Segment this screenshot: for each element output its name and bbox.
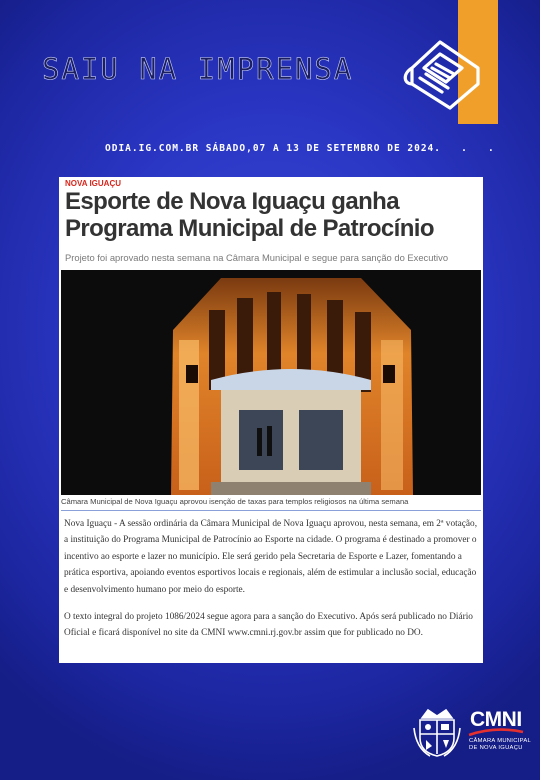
photo-caption: Câmara Municipal de Nova Iguaçu aprovou isenção de taxas para templos religiosos na última semana	[61, 497, 409, 506]
article-paragraph: O texto integral do projeto 1086/2024 segue agora para a sanção do Executivo. Após será publicado no Diário Oficial e ficará disponível no site da CMNI www.cmni.rj.gov.br assim que for publicado no DO.	[64, 612, 473, 639]
caption-divider	[61, 510, 481, 511]
building-night-photo	[61, 270, 481, 495]
article-headline: Esporte de Nova Iguaçu ganha Programa Municipal de Patrocínio	[65, 188, 434, 242]
cmni-subtitle-line: CÂMARA MUNICIPAL	[469, 738, 532, 744]
newspaper-icon	[398, 38, 484, 110]
logo-swoosh-icon	[467, 728, 525, 738]
cmni-logo-text: CMNI	[470, 708, 522, 731]
section-label: NOVA IGUAÇU	[65, 179, 121, 188]
article-subheadline: Projeto foi aprovado nesta semana na Câmara Municipal e segue para sanção do Executivo	[65, 252, 449, 263]
news-clipping	[59, 177, 483, 663]
article-photo	[61, 270, 481, 495]
source-date-line: ODIA.IG.COM.BR SÁBADO,07 A 13 DE SETEMBRO DE 2024. . .	[105, 143, 495, 154]
page-title: SAIU NA IMPRENSA	[42, 52, 354, 86]
article-paragraph: Nova Iguaçu - A sessão ordinária da Câmara Municipal de Nova Iguaçu aprovou, nesta semana, em 2ª votação, a instituição do Programa Municipal de Patrocínio ao Esporte na cidade. O programa é destinado a promover o incentivo ao esporte e lazer no município. Ele será gerido pela Secretaria de Esporte e Lazer, fomentando a prática esportiva, apoiando eventos esportivos locais e regionais, além de estimular a inclusão social, educação e desenvolvimento humano por meio do esporte.	[64, 519, 478, 595]
article-body	[64, 516, 479, 653]
cmni-logo-subtitle	[469, 738, 531, 752]
coat-of-arms-icon	[412, 704, 462, 758]
cmni-subtitle-line: DE NOVA IGUAÇU	[469, 745, 523, 751]
